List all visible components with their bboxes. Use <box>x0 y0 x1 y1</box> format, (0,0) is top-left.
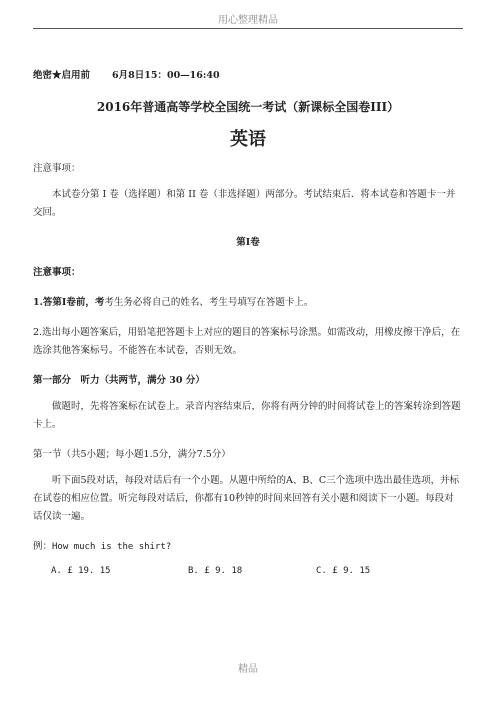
volume-title: 第Ⅰ卷 <box>236 237 260 248</box>
notice-item-1 <box>33 294 463 312</box>
option-a: A. £ 19. 15 <box>51 566 111 576</box>
document-body <box>33 68 463 576</box>
exam-time: 6月8日15：00—16:40 <box>112 70 220 81</box>
notice-item-2: 2.选出每小题答案后，用铅笔把答题卡上对应的题目的答案标号涂黑。如需改动，用橡皮擦干净后，在选涂其他答案标号。不能答在本试卷，否则无效。 <box>33 327 461 356</box>
part1-heading: 第一部分 听力（共两节，满分 30 分） <box>33 375 205 386</box>
section1-heading: 第一节（共5小题；每小题1.5分，满分7.5分） <box>33 449 231 460</box>
example-label: 例： <box>33 541 53 552</box>
exam-subject: 英语 <box>230 129 266 150</box>
notice-heading: 注意事项： <box>33 163 81 174</box>
example-options <box>33 566 463 576</box>
notice-item-1-lead: 1.答第Ⅰ卷前，考 <box>33 297 105 308</box>
part1-intro: 做题时，先将答案标在试卷上。录音内容结束后，你将有两分钟的时间将试卷上的答案转涂到答题卡上。 <box>33 401 461 430</box>
exam-title: 2016年普通高等学校全国统一考试（新课标全国卷III） <box>96 100 400 114</box>
section1-instructions: 听下面5段对话，每段对话后有一个小题。从题中所给的A、B、C三个选项中选出最佳选项，并标在试卷的相应位置。听完每段对话后，你都有10秒钟的时间来回答有关小题和阅读下一小题。每段对话仅读一遍。 <box>33 475 460 522</box>
exam-secret-line <box>33 68 463 84</box>
page-footer: 精品 <box>238 664 258 675</box>
notice-item-1-rest: 考生务必将自己的姓名、考生号填写在答题卡上。 <box>104 297 314 308</box>
page-header: 用心整理精品 <box>218 15 278 26</box>
notice-body: 本试卷分第 I 卷（选择题）和第 II 卷（非选择题）两部分。考试结束后．将本试卷和答题卡一并交回。 <box>33 189 456 218</box>
option-c: C. £ 9. 15 <box>316 566 371 576</box>
example-question <box>33 538 463 556</box>
volume-notice-heading: 注意事项： <box>33 267 81 278</box>
header-divider <box>33 28 463 29</box>
option-b: B. £ 9. 18 <box>188 566 243 576</box>
example-question-text: How much is the shirt? <box>52 542 172 552</box>
secret-label: 绝密★启用前 <box>33 70 91 81</box>
